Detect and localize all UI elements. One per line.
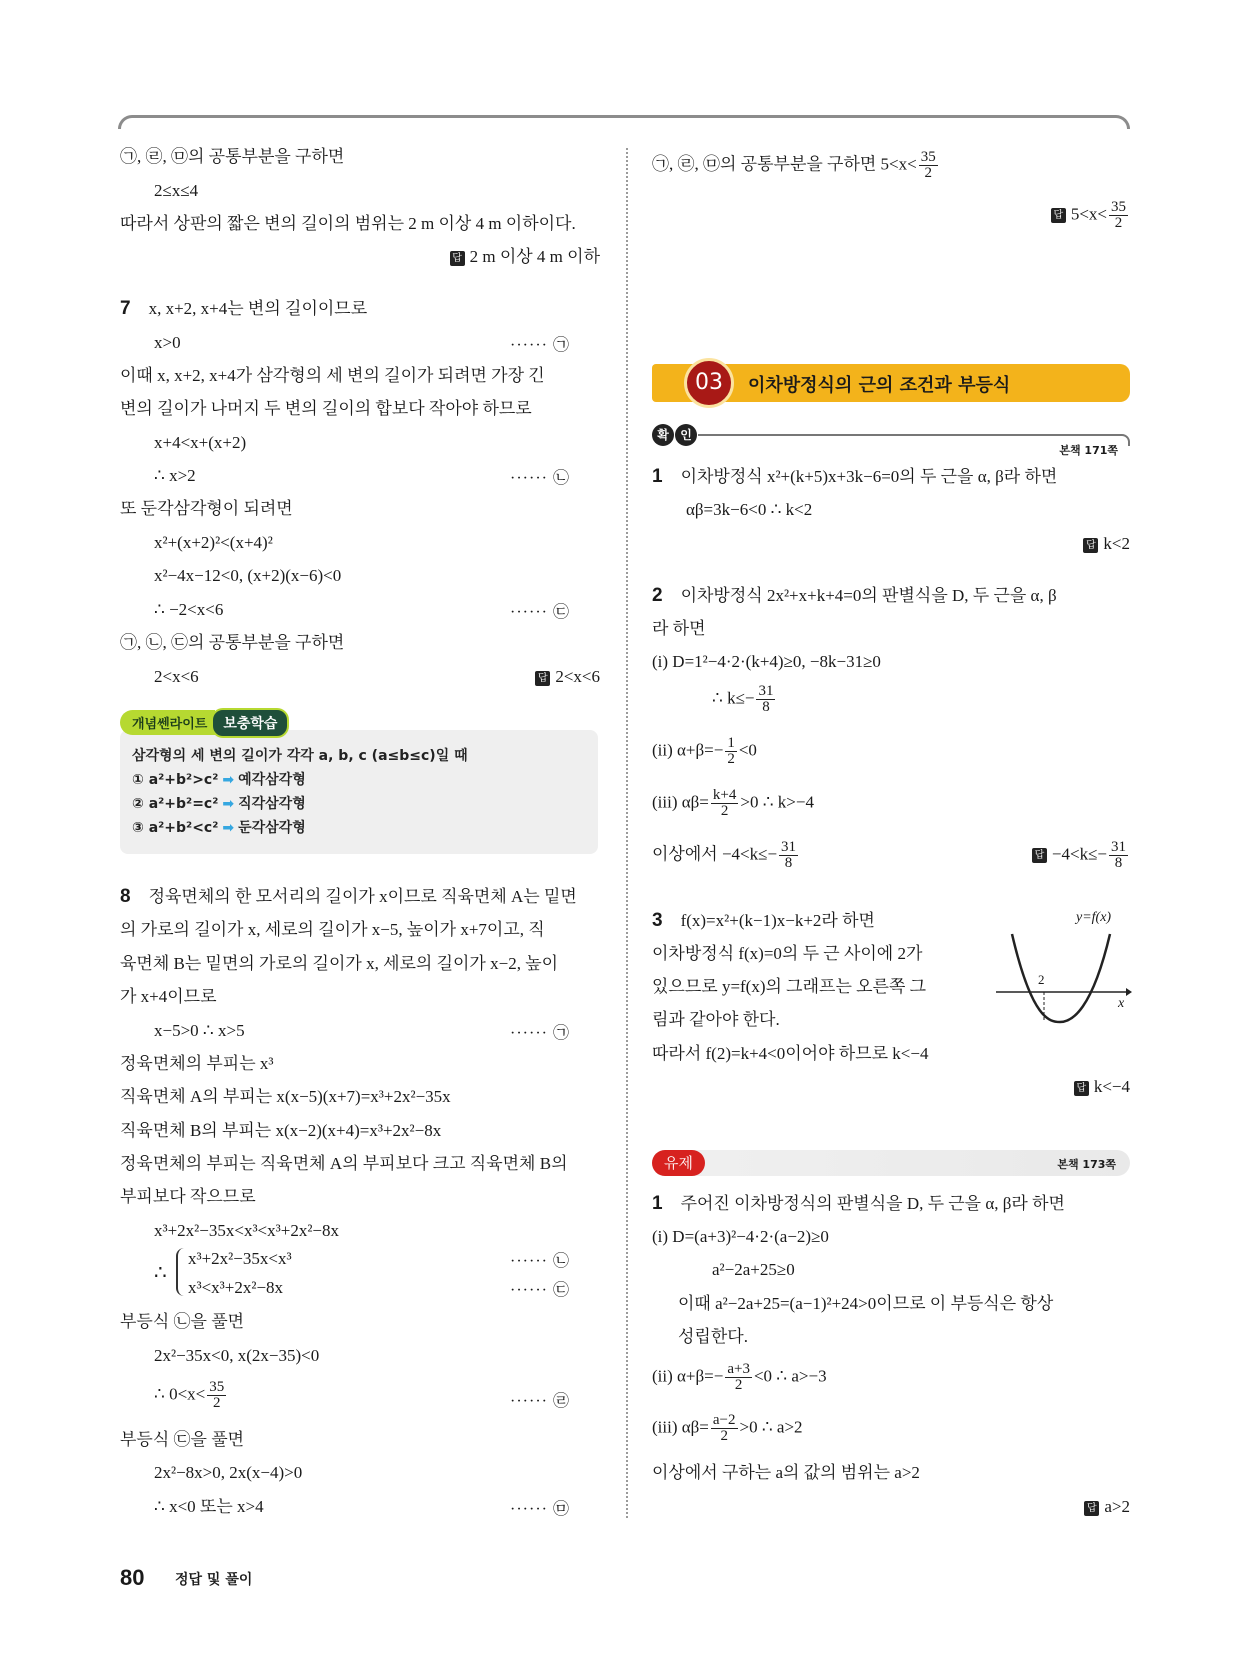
denominator: 2 [720,803,729,819]
fraction [725,1362,752,1393]
math-line: x>0 [154,333,181,352]
text-line: 의 가로의 길이가 x, 세로의 길이가 x−5, 높이가 x+7이고, 직 [120,920,545,939]
circle-mark: ······ ㉢ [510,604,570,621]
text-line: 성립한다. [678,1327,748,1346]
numerator: 35 [920,149,936,165]
curve-label: y=f(x) [1076,910,1112,925]
text: (iii) αβ= [652,1417,709,1437]
denominator: 2 [734,1377,743,1393]
answer-line [1032,840,1130,871]
system-line: x³<x³+2x²−8x [188,1278,284,1297]
answer-text: −4<k≤− [1051,844,1107,864]
numerator: 31 [781,839,797,855]
footer-label: 정답 및 풀이 [175,1572,253,1588]
fraction [711,788,738,819]
math-line [154,1380,228,1411]
circle-mark: ······ ㉡ [510,1253,570,1270]
condition: ② a²+b²=c² [132,796,219,812]
text-line: 가 x+4이므로 [120,987,217,1006]
math-line: x−5>0 ∴ x>5 [154,1021,245,1040]
math-line [652,150,940,181]
problem-number: 3 [652,910,663,931]
problem-number: 8 [120,886,131,907]
supplement-tag [120,708,289,738]
denominator: 2 [727,751,735,767]
supplement-brand-tag: 개념쎈라이트 [120,710,215,735]
badge-char: 인 [675,424,697,446]
denominator: 2 [213,1395,221,1411]
denominator: 8 [1114,855,1123,871]
math-line [652,1362,827,1393]
axis-label: x [1118,996,1125,1011]
problem-number: 2 [652,585,663,606]
answer-icon: 답 [1051,208,1066,223]
answer-text: a>2 [1104,1497,1130,1516]
text-line: 정육면체의 부피는 직육면체 A의 부피보다 크고 직육면체 B의 [120,1154,568,1173]
text-line: 이때 a²−2a+25=(a−1)²+24>0이므로 이 부등식은 항상 [678,1294,1054,1313]
problem-2-line [652,585,1057,607]
math-line: 2≤x≤4 [154,181,199,200]
page-reference: 본책 173쪽 [1057,1158,1116,1171]
text-line: 따라서 상판의 짧은 변의 길이의 범위는 2 m 이상 4 m 이하이다. [120,214,576,233]
fraction [919,150,938,181]
answer-line [1051,200,1130,231]
circle-mark: ······ ㉠ [510,1025,570,1042]
section-title: 이차방정식의 근의 조건과 부등식 [748,375,1011,396]
text: (ii) α+β=− [652,740,724,760]
section-number: 03 [684,358,734,408]
math-line: αβ=3k−6<0 ∴ k<2 [686,500,813,519]
text: x, x+2, x+4는 변의 길이이므로 [148,299,368,318]
numerator: 31 [1111,839,1126,855]
math-line: x²−4x−12<0, (x+2)(x−6)<0 [154,566,342,585]
answer-icon: 답 [1084,1501,1099,1516]
circle-mark: ······ ㉡ [510,470,570,487]
answer-line [450,246,600,268]
problem-8-line [120,886,577,908]
yuje-header [652,1150,1130,1176]
problem-1-line [652,1193,1065,1215]
answer-line [1074,1076,1130,1098]
answer-text: k<2 [1103,534,1130,553]
math-line [652,1413,803,1444]
fraction [1109,200,1128,231]
text-line: 변의 길이가 나머지 두 변의 길이의 합보다 작아야 하므로 [120,399,532,418]
condition: ③ a²+b²<c² [132,820,219,836]
math-line: a²−2a+25≥0 [712,1260,795,1279]
answer-line [1084,1496,1130,1518]
answer-icon: 답 [535,671,550,686]
text-line: 육면체 B는 밑면의 가로의 길이가 x, 세로의 길이가 x−2, 높이 [120,954,559,973]
result: 예각삼각형 [238,772,306,788]
arrow-right-icon: ➡ [222,820,235,836]
text: <0 ∴ a>−3 [753,1366,827,1386]
problem-number: 7 [120,298,131,319]
result: 직각삼각형 [238,796,306,812]
math-line: ∴ x<0 또는 x>4 [154,1497,264,1516]
math-line [652,840,800,871]
text-line: 부피보다 작으므로 [120,1187,256,1206]
math-line: x³+2x²−35x<x³<x³+2x²−8x [154,1221,340,1240]
page-reference: 본책 171쪽 [1059,444,1118,457]
problem-3-line [652,910,875,932]
math-line: x+4<x+(x+2) [154,433,247,452]
check-badge [652,424,697,446]
supplement-intro: 삼각형의 세 변의 길이가 각각 a, b, c (a≤b≤c)일 때 [132,748,468,764]
problem-number: 1 [652,466,663,487]
answer-text: 5<x< [1070,204,1107,224]
text-line: 따라서 f(2)=k+4<0이어야 하므로 k<−4 [652,1044,929,1063]
text-line: 부등식 ㉢을 풀면 [120,1430,245,1449]
supplement-item [132,792,586,816]
fraction [756,684,775,715]
math-line [652,736,757,767]
text-line: ㉠, ㉡, ㉢의 공통부분을 구하면 [120,633,345,652]
circle-mark: ······ ㉤ [510,1501,570,1518]
denominator: 8 [762,699,770,715]
text: ∴ 0<x< [154,1384,206,1404]
section-header [652,364,1130,402]
text-line: ㉠, ㉣, ㉤의 공통부분을 구하면 [120,147,345,166]
text: >0 ∴ a>2 [739,1417,803,1437]
supplement-box [120,730,598,854]
math-line [652,788,814,819]
text-line: 정육면체의 부피는 x³ [120,1054,274,1073]
answer-text: 2 m 이상 4 m 이하 [469,247,600,266]
yuje-badge: 유제 [652,1150,705,1176]
supplement-item [132,816,586,840]
column-divider [626,148,628,1518]
numerator: 31 [758,683,774,699]
arrow-right-icon: ➡ [222,796,235,812]
text-line: 부등식 ㉡을 풀면 [120,1312,245,1331]
parabola-graph [992,910,1132,1040]
supplement-item [132,768,586,792]
top-rule [118,115,1130,129]
page-number: 80 [120,1565,145,1590]
text: (ii) α+β=− [652,1366,724,1386]
text-line: 직육면체 B의 부피는 x(x−2)(x+4)=x³+2x²−8x [120,1121,442,1140]
text: 이차방정식 2x²+x+k+4=0의 판별식을 D, 두 근을 α, β [680,586,1057,605]
arrow-right-icon: ➡ [222,772,235,788]
text: 이차방정식 x²+(k+5)x+3k−6=0의 두 근을 α, β라 하면 [680,467,1058,486]
text-line: 또 둔각삼각형이 되려면 [120,499,293,518]
text: (iii) αβ= [652,792,709,812]
therefore-symbol: ∴ [154,1262,167,1284]
fraction [711,1413,738,1444]
answer-icon: 답 [1074,1081,1089,1096]
text: <0 [738,740,757,760]
answer-icon: 답 [1032,848,1047,863]
numerator: a−2 [712,1412,736,1428]
text: 이상에서 −4<k≤− [652,844,778,864]
text-line: 있으므로 y=f(x)의 그래프는 오른쪽 그 [652,977,927,996]
badge-char: 확 [652,424,674,446]
denominator: 2 [720,1428,728,1444]
fraction [1109,840,1128,871]
denominator: 8 [784,855,793,871]
text: 정육면체의 한 모서리의 길이가 x이므로 직육면체 A는 밑면 [148,887,577,906]
text-line: 이때 x, x+2, x+4가 삼각형의 세 변의 길이가 되려면 가장 긴 [120,366,545,385]
tick-label: 2 [1038,972,1045,987]
circle-mark: ······ ㉣ [510,1393,570,1410]
text: >0 ∴ k>−4 [740,792,814,812]
numerator: 35 [1111,199,1126,215]
text: 주어진 이차방정식의 판별식을 D, 두 근을 α, β라 하면 [680,1194,1065,1213]
numerator: 35 [209,1379,225,1395]
text: ∴ k≤− [712,688,755,708]
math-line: ∴ x>2 [154,466,196,485]
circle-mark: ······ ㉠ [510,337,570,354]
text-line: 이차방정식 f(x)=0의 두 근 사이에 2가 [652,944,923,963]
problem-1-line [652,466,1057,488]
fraction [207,1380,226,1411]
fraction [725,736,737,767]
condition: ① a²+b²>c² [132,772,219,788]
answer-line [535,666,600,688]
math-line [712,684,777,715]
denominator: 2 [1114,215,1123,231]
answer-icon: 답 [450,251,465,266]
math-line: 2<x<6 [154,667,199,686]
math-line: (i) D=1²−4·2·(k+4)≥0, −8k−31≥0 [652,652,881,671]
answer-text: k<−4 [1093,1077,1130,1096]
circle-mark: ······ ㉢ [510,1282,570,1299]
numerator: k+4 [712,787,737,803]
math-line: 2x²−8x>0, 2x(x−4)>0 [154,1463,303,1482]
fraction [779,840,798,871]
text-line: 림과 같아야 한다. [652,1010,780,1029]
system-brace [176,1248,186,1296]
result: 둔각삼각형 [238,820,306,836]
text-line: 이상에서 구하는 a의 값의 범위는 a>2 [652,1463,920,1482]
problem-number: 1 [652,1193,663,1214]
supplement-label-tag: 보충학습 [211,708,289,738]
math-line: x²+(x+2)²<(x+4)² [154,533,273,552]
answer-icon: 답 [1083,538,1098,553]
text-line: 라 하면 [652,619,706,638]
text: f(x)=x²+(k−1)x−k+2라 하면 [680,911,875,930]
answer-text: 2<x<6 [555,667,600,686]
math-line: 2x²−35x<0, x(2x−35)<0 [154,1346,320,1365]
math-line: (i) D=(a+3)²−4·2·(a−2)≥0 [652,1227,829,1246]
text: ㉠, ㉣, ㉤의 공통부분을 구하면 5<x< [652,154,917,174]
parabola-icon [992,910,1132,1040]
answer-line [1083,533,1130,555]
numerator: 1 [727,735,735,751]
math-line: ∴ −2<x<6 [154,600,224,619]
text-line: 직육면체 A의 부피는 x(x−5)(x+7)=x³+2x²−35x [120,1087,451,1106]
problem-7-line [120,298,367,320]
system-line: x³+2x²−35x<x³ [188,1249,292,1268]
denominator: 2 [924,165,932,181]
numerator: a+3 [727,1361,750,1377]
